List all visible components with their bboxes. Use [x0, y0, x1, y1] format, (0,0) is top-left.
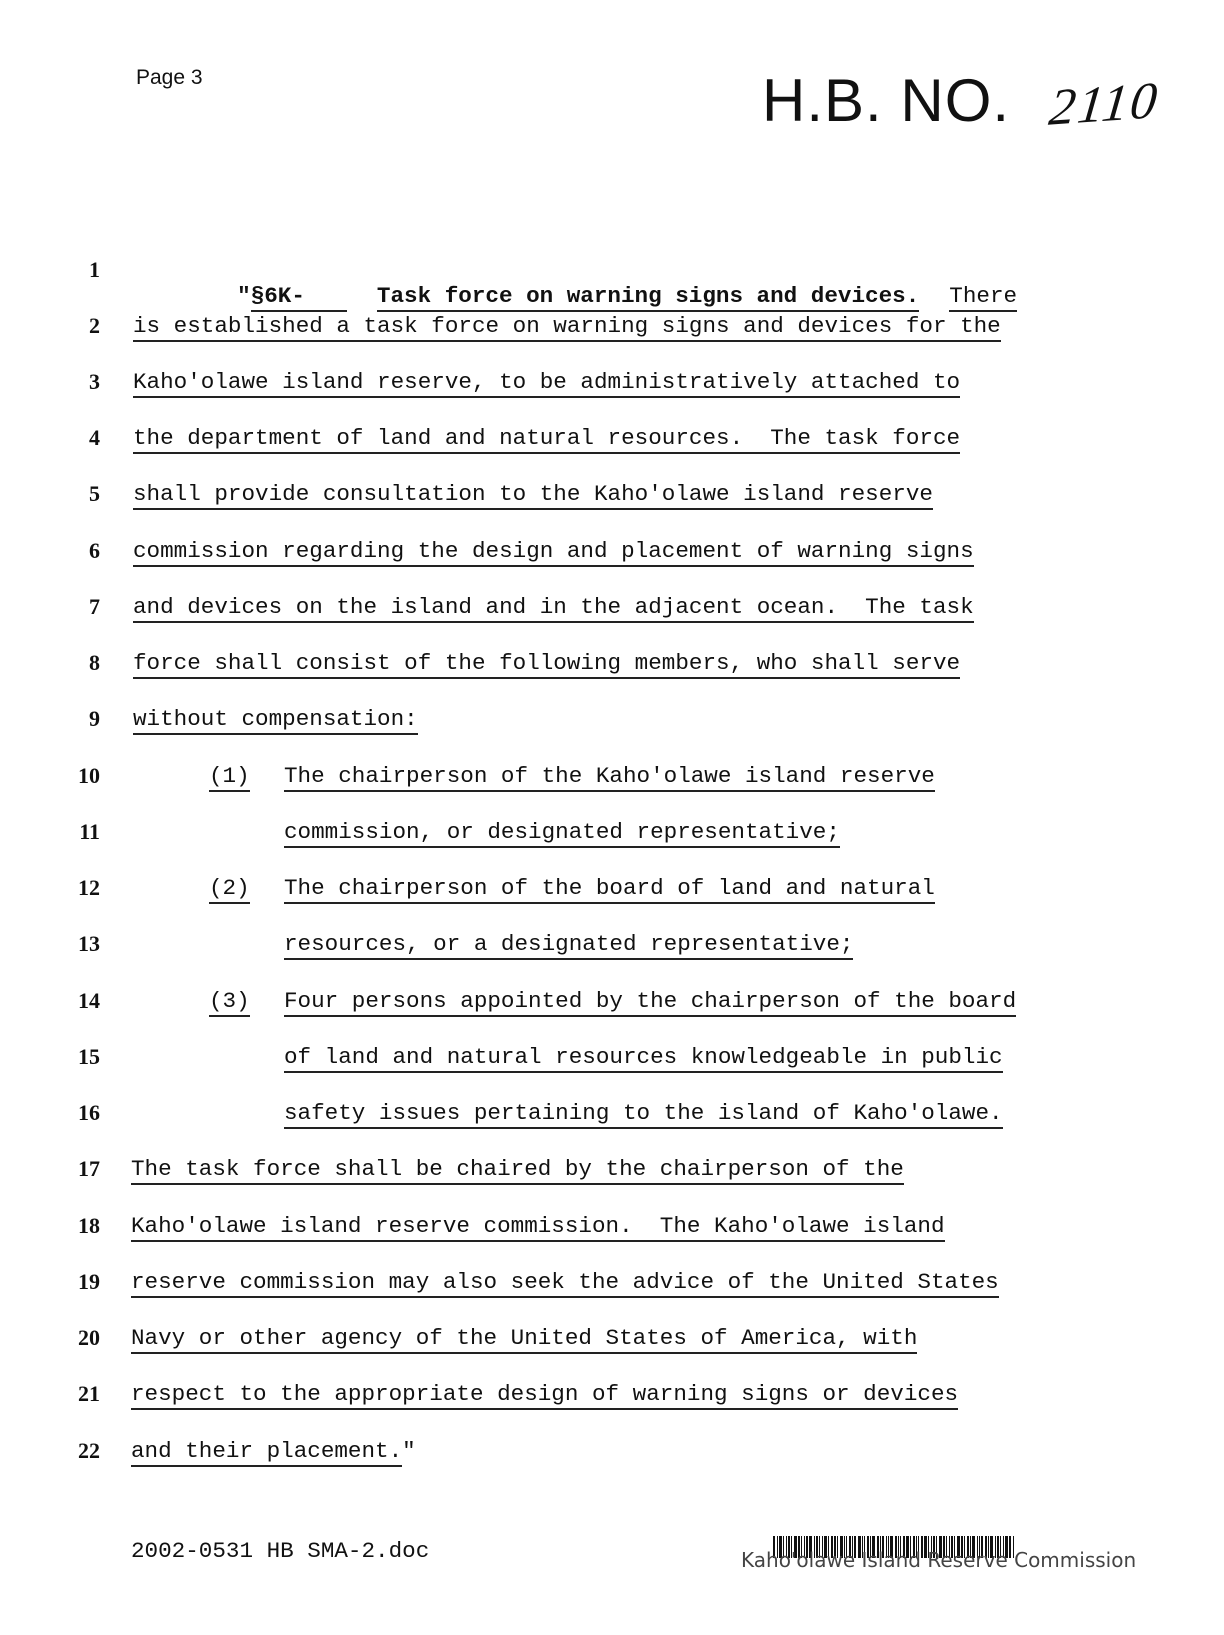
line-number: 1 — [89, 257, 100, 282]
line-text: and devices on the island and in the adjacent ocean. The task — [133, 594, 974, 623]
bill-line — [131, 1156, 904, 1182]
line-text: and their placement. — [131, 1438, 402, 1467]
bill-line — [210, 257, 1017, 309]
watermark-text: Kaho'olawe Island Reserve Commission — [741, 1548, 1137, 1572]
closing-quote: " — [402, 1438, 416, 1464]
line-text: There — [949, 283, 1017, 312]
bill-line — [284, 931, 853, 957]
line-number: 17 — [78, 1156, 100, 1181]
line-text: Four persons appointed by the chairperson of the board — [284, 988, 1016, 1017]
line-text: is established a task force on warning signs and devices for the — [133, 313, 1001, 342]
line-text: commission, or designated representative; — [284, 819, 840, 848]
line-text: reserve commission may also seek the advice of the United States — [131, 1269, 999, 1298]
line-text: the department of land and natural resources. The task force — [133, 425, 960, 454]
bill-prefix: H.B. NO. — [762, 67, 1011, 134]
line-text: The chairperson of the Kaho'olawe island reserve — [284, 763, 935, 792]
line-text: safety issues pertaining to the island of Kaho'olawe. — [284, 1100, 1003, 1129]
line-text: commission regarding the design and placement of warning signs — [133, 538, 974, 567]
section-heading: Task force on warning signs and devices. — [377, 283, 919, 312]
document-id: 2002-0531 HB SMA-2.doc — [131, 1538, 430, 1564]
line-text: shall provide consultation to the Kaho'olawe island reserve — [133, 481, 933, 510]
line-number: 8 — [89, 650, 100, 675]
line-text: without compensation: — [133, 706, 418, 735]
bill-line — [131, 1438, 416, 1464]
line-number: 21 — [78, 1381, 100, 1406]
bill-header — [762, 66, 1162, 137]
line-text: The chairperson of the board of land and natural — [284, 875, 935, 904]
line-text: force shall consist of the following members, who shall serve — [133, 650, 960, 679]
line-number: 3 — [89, 369, 100, 394]
bill-line — [131, 1325, 917, 1351]
line-number: 12 — [78, 875, 100, 900]
item-label: (2) — [209, 875, 250, 904]
page-label: Page 3 — [136, 66, 203, 89]
line-text: Kaho'olawe island reserve, to be administratively attached to — [133, 369, 960, 398]
bill-line — [284, 763, 935, 789]
line-number: 22 — [78, 1438, 100, 1463]
line-number: 11 — [79, 819, 100, 844]
line-number: 10 — [78, 763, 100, 788]
item-label: (3) — [209, 988, 250, 1017]
line-number: 20 — [78, 1325, 100, 1350]
line-text: respect to the appropriate design of warning signs or devices — [131, 1381, 958, 1410]
line-number: 4 — [89, 425, 100, 450]
line-number: 18 — [78, 1213, 100, 1238]
opening-quote: " — [237, 283, 251, 309]
section-number: §6K- — [251, 283, 347, 312]
line-text: The task force shall be chaired by the chairperson of the — [131, 1156, 904, 1185]
line-number: 15 — [78, 1044, 100, 1069]
line-number: 9 — [89, 706, 100, 731]
line-number: 16 — [78, 1100, 100, 1125]
line-text: resources, or a designated representative; — [284, 931, 853, 960]
bill-line — [133, 425, 960, 451]
bill-line — [284, 988, 1016, 1014]
bill-line — [284, 819, 840, 845]
bill-line — [133, 706, 418, 732]
line-number: 7 — [89, 594, 100, 619]
line-number: 2 — [89, 313, 100, 338]
bill-line — [133, 538, 974, 564]
bill-line — [131, 1381, 958, 1407]
line-number: 19 — [78, 1269, 100, 1294]
line-number: 13 — [78, 931, 100, 956]
bill-line — [284, 875, 935, 901]
bill-line — [133, 650, 960, 676]
bill-line — [284, 1044, 1003, 1070]
line-text: Navy or other agency of the United States of America, with — [131, 1325, 917, 1354]
line-number: 6 — [89, 538, 100, 563]
bill-line — [133, 481, 933, 507]
bill-line — [133, 369, 960, 395]
bill-line — [133, 594, 974, 620]
line-text: of land and natural resources knowledgeable in public — [284, 1044, 1003, 1073]
bill-line — [284, 1100, 1003, 1126]
bill-line — [131, 1269, 999, 1295]
line-text: Kaho'olawe island reserve commission. The Kaho'olawe island — [131, 1213, 945, 1242]
line-number: 14 — [78, 988, 100, 1013]
bill-line — [133, 313, 1001, 339]
item-label: (1) — [209, 763, 250, 792]
bill-line — [131, 1213, 945, 1239]
line-number: 5 — [89, 481, 100, 506]
bill-number-handwritten: 2110 — [1046, 72, 1162, 137]
